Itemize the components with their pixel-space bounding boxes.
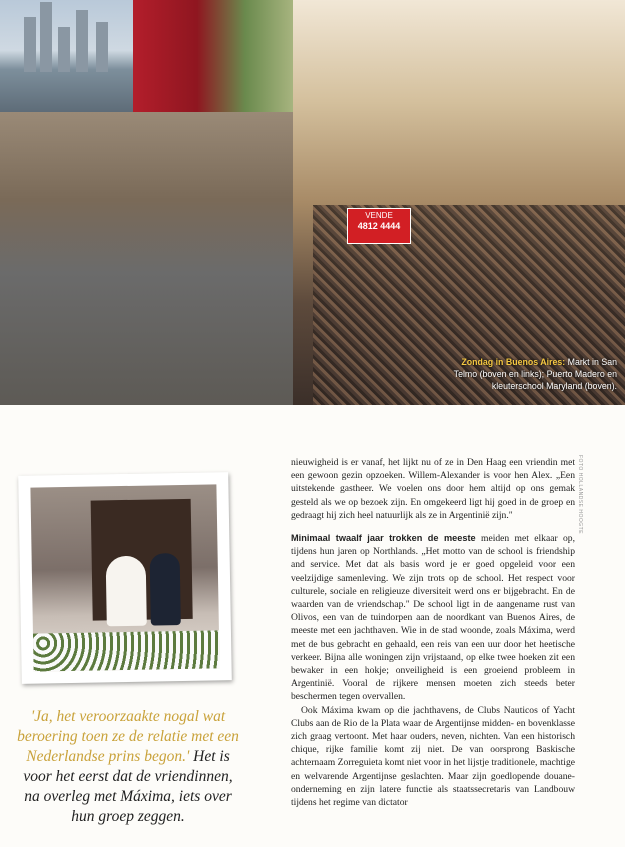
photo-collage bbox=[0, 0, 625, 405]
paragraph-lead-in: Minimaal twaalf jaar trokken de meeste bbox=[291, 533, 476, 544]
photo-san-telmo-street bbox=[293, 0, 625, 405]
sign-line-1: VENDE bbox=[365, 211, 393, 220]
photo-puerto-madero bbox=[0, 0, 133, 112]
photo-credit: FOTO HOLLANDSE HOOGTE bbox=[577, 455, 583, 535]
article-paragraph-3: Ook Máxima kwam op die jachthavens, de Clubs Nauticos of Yacht Clubs aan de Rio de la Plata waar de Argentijnse midden- en bovenklasse zich graag vertoont. Met haar ouders, neven, nichten. Van een historisch chique, rijke familie komt zij niet. De van oorsprong Baskische achternaam Zorreguieta komt niet voor in het lijstje traditionele, machtige en welvarende Argentijnse geslachten. Maar zijn goedlopende douane-onderneming en zijn latere functie als staatssecretaris van Landbouw tijdens het regime van dictator bbox=[291, 704, 575, 809]
groom bbox=[150, 553, 181, 626]
article-body bbox=[291, 456, 575, 809]
caption-lead: Zondag in Buenos Aires: bbox=[461, 357, 566, 367]
photo-kindergarten-maryland bbox=[133, 0, 293, 112]
photo-san-telmo-market bbox=[0, 112, 293, 405]
wedding-photo bbox=[30, 484, 219, 671]
caption-text: Markt in San Telmo (boven en links); Puerto Madero en kleuterschool Maryland (boven). bbox=[453, 357, 617, 391]
paragraph-2-text: meiden met elkaar op, tijdens hun jaren op Northlands. „Het motto van de school is friendship and service. Met dat als basis word je er goed opgeleid voor een veelzijdige samenleving. We zijn trots op de school. Het respect voor culturele, sociale en religieuze diversiteit werd ons er bijgebracht. En de waarden van de vriendschap." De school ligt in de aangename rust van Olivos, een van de tuindorpen aan de noordkant van Buenos Aires, de meeste met een jachthaven. Wie in de stad woonde, zoals Máxima, werd met de bus gebracht en gehaald, een reis van een uur door het heetische verkeer. Bijna alle woningen zijn vrijstaand, op elke twee hoeken zit een bewaker in een hokje; onveiligheid is een groeiend probleem in Argentinië. Vooral de rijkere mensen moeten zich steeds beter beschermen tegen overvallen. bbox=[291, 533, 575, 703]
wedding-photo-frame bbox=[18, 472, 232, 684]
flower-arrangement bbox=[33, 630, 220, 671]
photo-caption bbox=[437, 356, 617, 392]
pull-quote-text: Het is voor het eerst dat de vriendinnen, na overleg met Máxima, iets over hun groep zeggen. bbox=[23, 748, 233, 825]
sign-line-2: 4812 4444 bbox=[357, 221, 401, 231]
bride bbox=[106, 556, 147, 627]
pull-quote bbox=[14, 707, 242, 827]
article-paragraph-2 bbox=[291, 532, 575, 704]
real-estate-sign bbox=[347, 208, 411, 244]
pull-quote-highlight: 'Ja, het veroorzaakte nogal wat beroering toen ze de relatie met een Nederlandse prins begon.' bbox=[17, 708, 239, 765]
article-paragraph-1: nieuwigheid is er vanaf, het lijkt nu of ze in Den Haag een vriendin met een gewoon gezin opzoeken. Willem-Alexander is voor hen Alex. „Een uitstekende gastheer. We voelen ons door hem altijd op ons gemak gesteld als we op bezoek zijn. En omgekeerd ligt hij goed in de groep en gedraagt hij zich heel natuurlijk als ze in Argentinië zijn." bbox=[291, 457, 575, 521]
